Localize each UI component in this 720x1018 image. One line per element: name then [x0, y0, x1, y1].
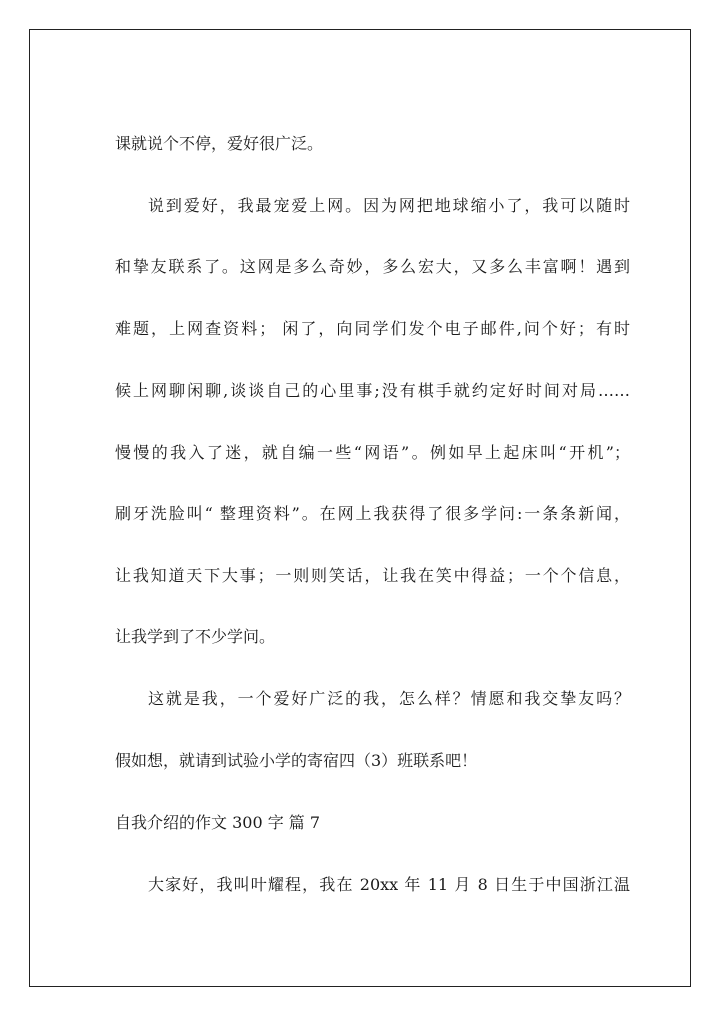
paragraph-first-line: 说到爱好，我最宠爱上网。因为网把地球缩小了，我可以随时 [148, 196, 630, 215]
paragraph-first-line: 大家好，我叫叶耀程，我在 20xx 年 11 月 8 日生于中国浙江温 [148, 875, 630, 894]
section-heading: 自我介绍的作文 300 字 篇 7 [115, 813, 321, 832]
text-line: 难题，上网查资料； 闲了，向同学们发个电子邮件,问个好；有时 [115, 319, 630, 338]
text-line: 慢慢的我入了迷，就自编一些“网语”。例如早上起床叫“开机”； [115, 443, 630, 462]
paragraph-first-line: 这就是我，一个爱好广泛的我，怎么样？情愿和我交挚友吗？ [148, 689, 630, 708]
text-line: 让我学到了不少学问。 [115, 627, 276, 646]
text-line: 课就说个不停，爱好很广泛。 [115, 134, 324, 153]
text-line: 和挚友联系了。这网是多么奇妙，多么宏大，又多么丰富啊！遇到 [115, 257, 630, 276]
text-line: 假如想，就请到试验小学的寄宿四（3）班联系吧！ [115, 751, 478, 770]
text-line: 刷牙洗脸叫“ 整理资料”。在网上我获得了很多学问:一条条新闻， [115, 504, 630, 523]
text-line: 让我知道天下大事；一则则笑话，让我在笑中得益；一个个信息， [115, 566, 630, 585]
text-line: 候上网聊闲聊,谈谈自己的心里事;没有棋手就约定好时间对局…… [115, 381, 630, 400]
